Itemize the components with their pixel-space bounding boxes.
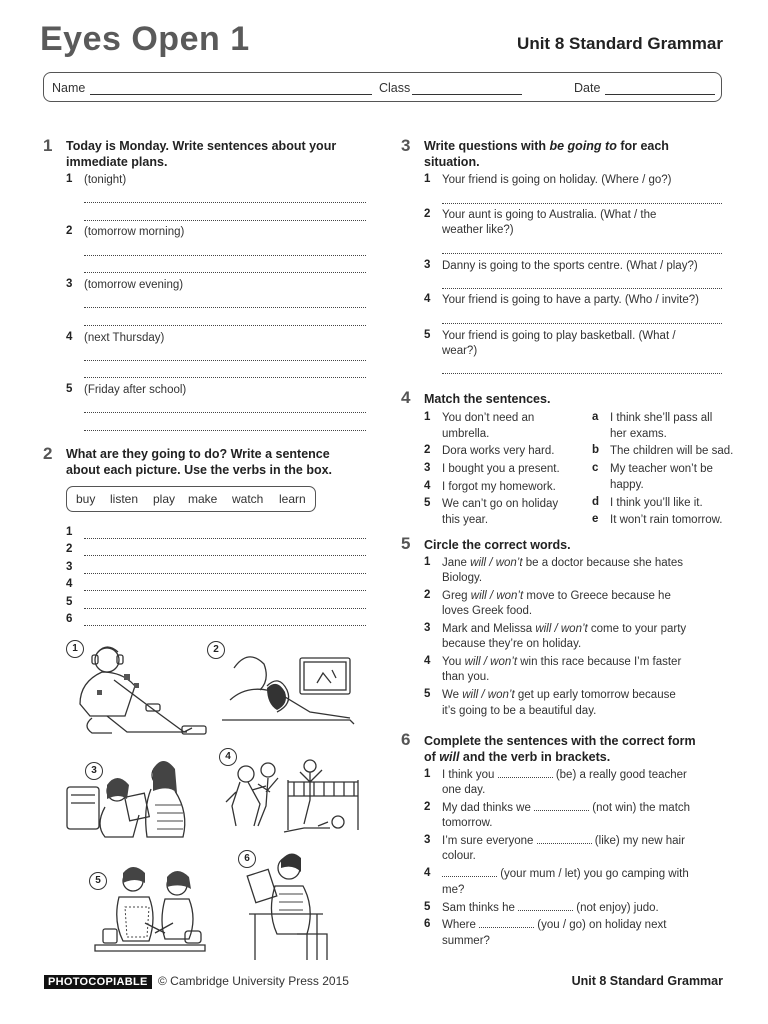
verb-word: buy — [76, 492, 96, 506]
ex5-text-post: be a doctor because she hates — [522, 557, 684, 569]
ex6-title-post: and the verb in brackets. — [459, 750, 611, 764]
ex5-text-pre: Mark and Melissa — [442, 623, 536, 635]
ex6-text-post: (not enjoy) judo. — [573, 902, 659, 914]
picture-2-illustration — [222, 638, 362, 733]
verb-word: learn — [279, 492, 306, 506]
ex1-item-number: 5 — [66, 383, 73, 395]
photocopiable-badge: PHOTOCOPIABLE — [44, 975, 152, 989]
ex6-text-post: (you / go) on holiday next — [534, 919, 667, 931]
ex1-number: 1 — [43, 136, 53, 155]
copyright-text: © Cambridge University Press 2015 — [158, 974, 349, 988]
ex6-item-text-cont: summer? — [442, 935, 490, 947]
footer-unit-title: Unit 8 Standard Grammar — [571, 974, 723, 988]
ex1-item-text: (tomorrow evening) — [84, 279, 184, 291]
ex1-item-number: 4 — [66, 331, 73, 343]
ex2-line-number: 3 — [66, 561, 73, 573]
ex5-item-number: 3 — [424, 622, 431, 634]
name-field[interactable] — [90, 94, 372, 95]
ex4-left-text: We can’t go on holiday — [442, 498, 559, 510]
ex6-item-text — [442, 833, 685, 849]
ex4-number: 4 — [401, 388, 411, 407]
ex4-right-text: The children will be sad. — [610, 445, 734, 457]
ex5-item-number: 2 — [424, 589, 431, 601]
answer-line[interactable] — [84, 255, 366, 256]
answer-line[interactable] — [84, 625, 366, 626]
ex4-left-number: 4 — [424, 480, 431, 492]
class-label: Class — [379, 81, 411, 95]
ex5-item-text — [442, 621, 686, 637]
ex3-item-number: 1 — [424, 173, 431, 185]
answer-line[interactable] — [442, 253, 722, 254]
ex5-text-post: come to your party — [587, 623, 687, 635]
ex2-line-number: 5 — [66, 596, 73, 608]
picture-2-number: 2 — [207, 641, 225, 659]
ex1-item-text: (tonight) — [84, 174, 127, 186]
answer-line[interactable] — [442, 203, 722, 204]
ex6-item-text — [442, 866, 689, 882]
ex6-item-text-cont: one day. — [442, 784, 486, 796]
ex4-right-text-cont: her exams. — [610, 428, 667, 440]
answer-line[interactable] — [442, 288, 722, 289]
ex4-left-text: I bought you a present. — [442, 463, 560, 475]
ex2-line-number: 2 — [66, 543, 73, 555]
ex3-item-text: Your friend is going to play basketball. (What / — [442, 330, 676, 342]
ex6-number: 6 — [401, 730, 411, 749]
verb-word: listen — [110, 492, 139, 506]
ex2-line-number: 1 — [66, 526, 73, 538]
verb-word: watch — [232, 492, 264, 506]
ex4-left-number: 1 — [424, 411, 431, 423]
ex4-left-text: Dora works very hard. — [442, 445, 555, 457]
ex5-text-pre: You — [442, 656, 465, 668]
date-field[interactable] — [605, 94, 715, 95]
picture-4-number: 4 — [219, 748, 237, 766]
name-label: Name — [52, 81, 86, 95]
ex3-item-number: 2 — [424, 208, 431, 220]
gap-fill-blank[interactable] — [537, 833, 592, 844]
ex5-text-pre: Greg — [442, 590, 471, 602]
ex6-item-text — [442, 800, 690, 816]
ex4-title: Match the sentences. — [424, 392, 551, 406]
ex1-title: Today is Monday. Write sentences about your immediate plans. — [66, 139, 337, 169]
ex6-title-line1: Complete the sentences with the correct form — [424, 734, 696, 748]
ex6-text-post: (not win) the match — [589, 802, 691, 814]
answer-line[interactable] — [84, 202, 366, 203]
ex6-item-text-cont: me? — [442, 884, 465, 896]
ex4-left-text-cont: umbrella. — [442, 428, 490, 440]
ex1-item-number: 2 — [66, 225, 73, 237]
answer-line[interactable] — [442, 323, 722, 324]
ex3-title-emphasis: be going to — [549, 139, 617, 153]
ex4-right-letter: d — [592, 496, 600, 508]
ex3-title-post: for each situation. — [424, 139, 669, 169]
ex5-item-text-cont: because they’re on holiday. — [442, 638, 582, 650]
ex6-text-post: (be) a really good teacher — [552, 769, 687, 781]
answer-line[interactable] — [84, 608, 366, 609]
verb-word-box — [66, 486, 316, 512]
ex1-item-text: (tomorrow morning) — [84, 226, 185, 238]
ex4-right-text: I think you’ll like it. — [610, 497, 703, 509]
ex5-choice[interactable]: will / won’t — [464, 656, 518, 668]
ex6-item-text-cont: colour. — [442, 850, 476, 862]
ex5-item-text-cont: than you. — [442, 671, 490, 683]
ex4-right-letter: c — [592, 462, 599, 474]
ex4-right-text: It won’t rain tomorrow. — [610, 514, 723, 526]
class-field[interactable] — [412, 94, 522, 95]
ex6-item-number: 6 — [424, 918, 431, 930]
ex4-right-letter: b — [592, 444, 600, 456]
picture-5-number: 5 — [89, 872, 107, 890]
ex4-left-text-cont: this year. — [442, 514, 489, 526]
answer-line[interactable] — [84, 220, 366, 221]
picture-4-illustration — [218, 752, 368, 837]
ex5-text-pre: Jane — [442, 557, 471, 569]
ex3-item-text-cont: weather like?) — [442, 224, 514, 236]
ex6-item-number: 4 — [424, 867, 431, 879]
ex1-item-number: 1 — [66, 173, 73, 185]
ex6-title-line2 — [424, 749, 610, 765]
ex1-item-text: (next Thursday) — [84, 332, 165, 344]
picture-1-illustration — [62, 638, 222, 743]
ex6-item-number: 1 — [424, 768, 431, 780]
answer-line[interactable] — [84, 377, 366, 378]
ex4-left-number: 5 — [424, 497, 431, 509]
ex5-choice[interactable]: will / won’t — [535, 623, 588, 635]
ex5-item-number: 1 — [424, 556, 431, 568]
ex3-item-text-cont: wear?) — [442, 345, 478, 357]
ex3-item-number: 3 — [424, 259, 431, 271]
ex4-left-text: You don’t need an — [442, 412, 535, 424]
ex5-title: Circle the correct words. — [424, 538, 571, 552]
ex6-item-number: 3 — [424, 834, 431, 846]
ex6-text-post: (like) my new hair — [591, 835, 685, 847]
ex2-title: What are they going to do? Write a sentence about each picture. Use the verbs in the box. — [66, 447, 333, 477]
ex5-item-text — [442, 654, 681, 670]
ex5-text-post: get up early tomorrow because — [514, 689, 676, 701]
ex6-text-pre: I’m sure everyone — [442, 835, 537, 847]
ex5-item-number: 4 — [424, 655, 431, 667]
ex3-item-number: 4 — [424, 293, 431, 305]
answer-line[interactable] — [84, 590, 366, 591]
ex3-title-pre: Write questions with — [424, 139, 550, 153]
ex2-line-number: 6 — [66, 613, 73, 625]
answer-line[interactable] — [442, 373, 722, 374]
ex3-number: 3 — [401, 136, 411, 155]
ex5-number: 5 — [401, 534, 411, 553]
ex4-left-text: I forgot my homework. — [442, 481, 556, 493]
ex4-right-letter: e — [592, 513, 599, 525]
answer-line[interactable] — [84, 272, 366, 273]
ex4-right-text: My teacher won’t be — [610, 463, 713, 475]
gap-fill-blank[interactable] — [479, 917, 534, 928]
gap-fill-blank[interactable] — [498, 767, 553, 778]
ex6-text-pre: Where — [442, 919, 480, 931]
ex2-line-number: 4 — [66, 578, 73, 590]
ex5-item-text — [442, 555, 683, 571]
ex5-item-text — [442, 687, 676, 703]
picture-1-number: 1 — [66, 640, 84, 658]
ex5-choice[interactable]: will / won’t — [470, 557, 523, 569]
ex5-item-text-cont: loves Greek food. — [442, 605, 533, 617]
ex6-title-emphasis: will — [439, 750, 460, 764]
picture-3-number: 3 — [85, 762, 103, 780]
date-label: Date — [574, 81, 601, 95]
ex6-item-text — [442, 767, 687, 783]
ex6-item-text-cont: tomorrow. — [442, 817, 493, 829]
ex5-choice[interactable]: will / won’t — [462, 689, 515, 701]
answer-line[interactable] — [84, 538, 366, 539]
ex5-choice[interactable]: will / won’t — [470, 590, 524, 602]
ex5-text-pre: We — [442, 689, 463, 701]
answer-line[interactable] — [84, 325, 366, 326]
ex6-text-post: (your mum / let) you go camping with — [497, 868, 689, 880]
picture-6-number: 6 — [238, 850, 256, 868]
answer-line[interactable] — [84, 412, 366, 413]
ex6-text-pre: Sam thinks he — [442, 902, 519, 914]
ex4-right-text-cont: happy. — [610, 479, 644, 491]
gap-fill-blank[interactable] — [534, 800, 589, 811]
answer-line[interactable] — [84, 360, 366, 361]
gap-fill-blank[interactable] — [518, 900, 573, 911]
brand-title: Eyes Open 1 — [40, 20, 250, 58]
ex6-item-number: 2 — [424, 801, 431, 813]
verb-word: make — [188, 492, 218, 506]
ex3-item-text: Your aunt is going to Australia. (What / the — [442, 209, 657, 221]
answer-line[interactable] — [84, 430, 366, 431]
ex1-item-number: 3 — [66, 278, 73, 290]
ex3-item-text: Danny is going to the sports centre. (What / play?) — [442, 260, 698, 272]
ex3-title — [424, 138, 724, 170]
ex2-number: 2 — [43, 444, 53, 463]
ex5-item-text-cont: Biology. — [442, 572, 483, 584]
ex4-right-text: I think she’ll pass all — [610, 412, 713, 424]
ex4-left-number: 2 — [424, 444, 431, 456]
ex3-item-text: Your friend is going to have a party. (Who / invite?) — [442, 294, 699, 306]
ex6-text-pre: I think you — [442, 769, 498, 781]
ex4-right-letter: a — [592, 411, 599, 423]
ex5-text-post: win this race because I’m faster — [517, 656, 682, 668]
ex6-text-pre: My dad thinks we — [442, 802, 535, 814]
student-info-box — [43, 72, 722, 102]
ex4-left-number: 3 — [424, 462, 431, 474]
unit-title: Unit 8 Standard Grammar — [517, 34, 723, 53]
ex5-item-text-cont: it’s going to be a beautiful day. — [442, 705, 597, 717]
picture-6-illustration — [245, 850, 345, 962]
ex3-item-number: 5 — [424, 329, 431, 341]
answer-line[interactable] — [84, 573, 366, 574]
answer-line[interactable] — [84, 307, 366, 308]
answer-line[interactable] — [84, 555, 366, 556]
ex6-item-text — [442, 917, 666, 933]
ex6-title-pre: of — [424, 750, 440, 764]
ex5-item-text — [442, 588, 671, 604]
ex3-item-text: Your friend is going on holiday. (Where / go?) — [442, 174, 672, 186]
gap-fill-blank[interactable] — [442, 866, 497, 877]
ex1-item-text: (Friday after school) — [84, 384, 187, 396]
ex5-item-number: 5 — [424, 688, 431, 700]
ex5-text-post: move to Greece because he — [523, 590, 671, 602]
ex6-item-number: 5 — [424, 901, 431, 913]
ex6-item-text — [442, 900, 659, 916]
verb-word: play — [153, 492, 176, 506]
